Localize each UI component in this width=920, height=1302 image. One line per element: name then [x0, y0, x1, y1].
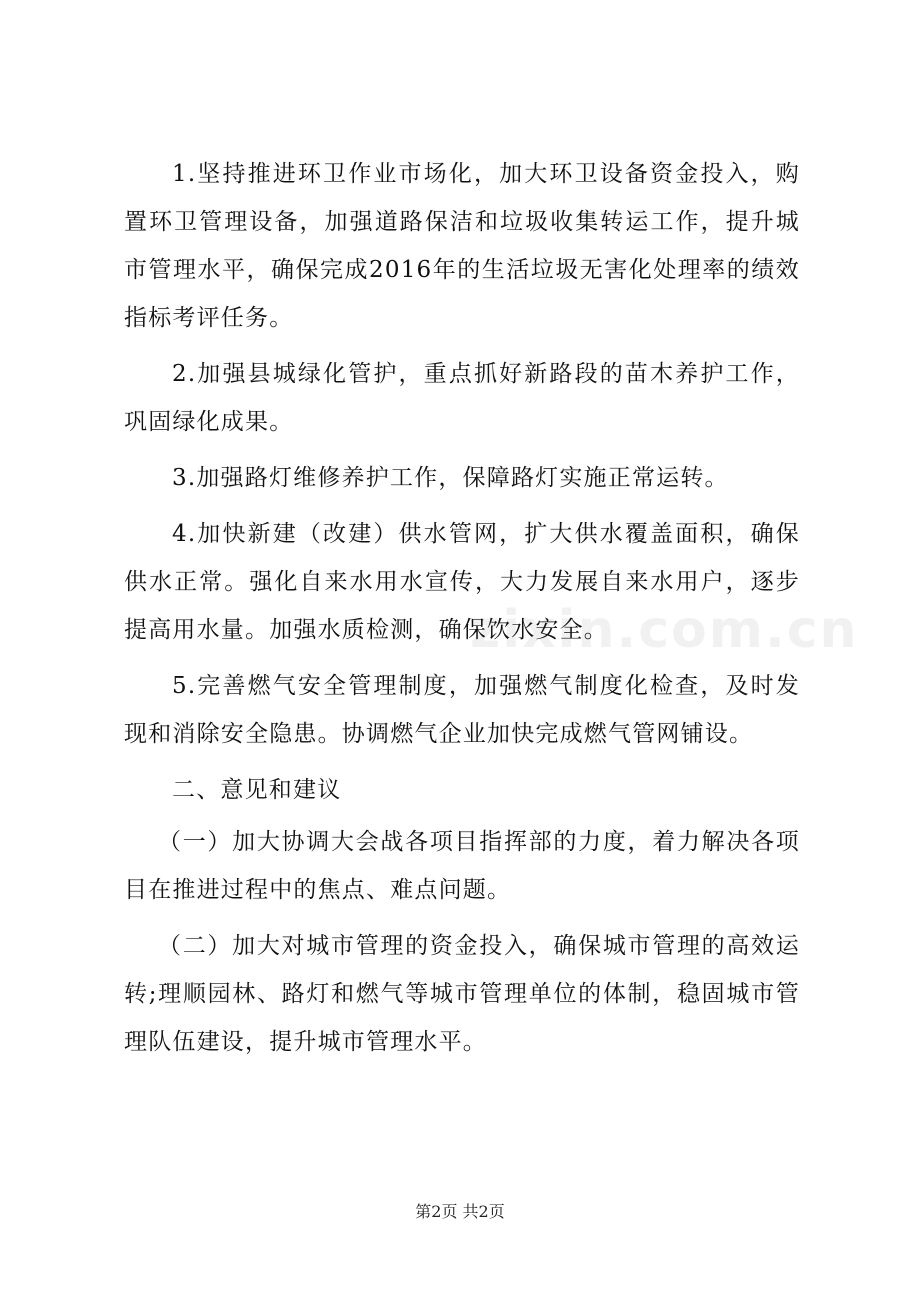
section-heading: 二、意见和建议	[172, 777, 342, 803]
document-body	[124, 150, 800, 1074]
page-footer: 第2页 共2页	[415, 1202, 505, 1221]
suggestion-1: （一）加大协调大会战各项目指挥部的力度，着力解决各项目在推进过程中的焦点、难点问题。	[124, 829, 800, 903]
paragraph-3: 3.加强路灯维修养护工作，保障路灯实施正常运转。	[172, 465, 729, 491]
paragraph-4: 4.加快新建（改建）供水管网，扩大供水覆盖面积，确保供水正常。强化自来水用水宣传，大力发展自来水用户，逐步提高用水量。加强水质检测，确保饮水安全。	[124, 521, 800, 643]
paragraph-2: 2.加强县城绿化管护，重点抓好新路段的苗木养护工作，巩固绿化成果。	[124, 361, 800, 435]
watermark: zixin.com.cn	[470, 600, 859, 660]
paragraph-5: 5.完善燃气安全管理制度，加强燃气制度化检查，及时发现和消除安全隐患。协调燃气企业加快完成燃气管网铺设。	[124, 673, 800, 747]
paragraph-1: 1.坚持推进环卫作业市场化，加大环卫设备资金投入，购置环卫管理设备，加强道路保洁和垃圾收集转运工作，提升城市管理水平，确保完成2016年的生活垃圾无害化处理率的绩效指标考评任务。	[124, 161, 800, 331]
suggestion-2: （二）加大对城市管理的资金投入，确保城市管理的高效运转;理顺园林、路灯和燃气等城市管理单位的体制，稳固城市管理队伍建设，提升城市管理水平。	[124, 933, 800, 1055]
